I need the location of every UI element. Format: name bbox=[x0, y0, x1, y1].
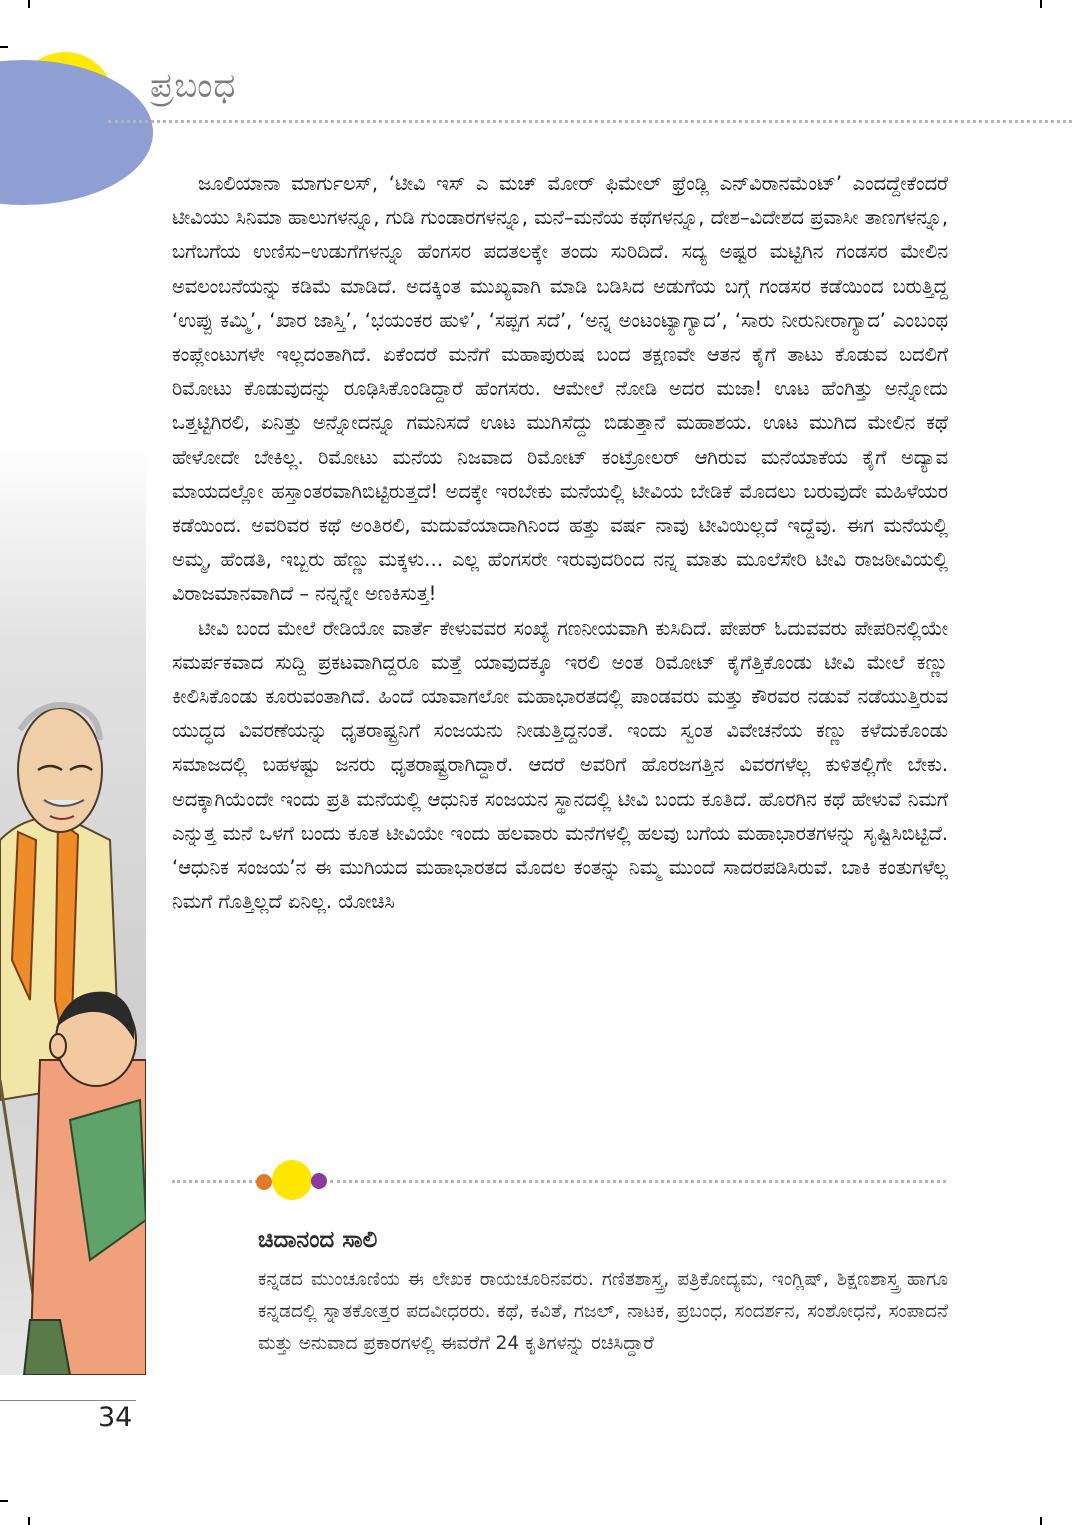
author-bio: ಕನ್ನಡದ ಮುಂಚೂಣಿಯ ಈ ಲೇಖಕ ರಾಯಚೂರಿನವರು. ಗಣಿತಶಾಸ್ತ್ರ, ಪತ್ರಿಕೋದ್ಯಮ, ಇಂಗ್ಲಿಷ್, ಶಿಕ್ಷಣಶಾಸ್ತ್ರ ಹಾಗೂ ಕನ್ನಡದಲ್ಲಿ ಸ್ನಾತಕೋತ್ತರ ಪದವೀಧರರು. ಕಥೆ, ಕವಿತೆ, ಗಜಲ್, ನಾಟಕ, ಪ್ರಬಂಧ, ಸಂದರ್ಶನ, ಸಂಶೋಧನೆ, ಸಂಪಾದನೆ ಮತ್ತು ಅನುವಾದ ಪ್ರಕಾರಗಳಲ್ಲಿ ಈವರೆಗೆ 24 ಕೃತಿಗಳನ್ನು ರಚಿಸಿದ್ದಾರೆ bbox=[258, 1269, 948, 1354]
page-number: 34 bbox=[98, 1402, 133, 1433]
orange-dot-decoration bbox=[256, 1174, 272, 1190]
page-number-rule bbox=[0, 1400, 136, 1401]
purple-dot-decoration bbox=[311, 1173, 327, 1189]
crop-mark-left-lower bbox=[0, 1500, 8, 1502]
author-name: ಚಿದಾನಂದ ಸಾಲಿ bbox=[258, 1227, 378, 1253]
crop-mark-bottom-left bbox=[28, 1517, 30, 1525]
crop-mark-top-right bbox=[1040, 0, 1042, 8]
section-title: ಪ್ರಬಂಧ bbox=[150, 66, 237, 106]
illustration-old-man-and-boy bbox=[0, 440, 146, 1375]
divider-dotted-rule-left bbox=[172, 1180, 258, 1183]
yellow-dot-decoration bbox=[272, 1160, 312, 1200]
header-dotted-rule bbox=[108, 120, 1072, 123]
crop-mark-bottom-right bbox=[1040, 1517, 1042, 1525]
essay-paragraph-1: ಜೂಲಿಯಾನಾ ಮಾರ್ಗುಲಸ್, ‘ಟೀವಿ ಇಸ್ ಎ ಮಚ್ ಮೋರ್ ಫಿಮೇಲ್ ಫ್ರೆಂಡ್ಲಿ ಎನ್‌ವಿರಾನಮೆಂಟ್’ ಎಂದದ್ದೇಕೆಂದರೆ ಟೀವಿಯು ಸಿನಿಮಾ ಹಾಲುಗಳನ್ನೂ, ಗುಡಿ ಗುಂಡಾರಗಳನ್ನೂ, ಮನೆ–ಮನೆಯ ಕಥೆಗಳನ್ನೂ, ದೇಶ–ವಿದೇಶದ ಪ್ರವಾಸೀ ತಾಣಗಳನ್ನೂ, ಬಗೆಬಗೆಯ ಉಣಿಸು–ಉಡುಗೆಗಳನ್ನೂ ಹೆಂಗಸರ ಪದತಲಕ್ಕೇ ತಂದು ಸುರಿದಿದೆ. ಸದ್ಯ ಅಷ್ಟರ ಮಟ್ಟಿಗಿನ ಗಂಡಸರ ಮೇಲಿನ ಅವಲಂಬನೆಯನ್ನು ಕಡಿಮೆ ಮಾಡಿದೆ. ಅದಕ್ಕಿಂತ ಮುಖ್ಯವಾಗಿ ಮಾಡಿ ಬಡಿಸಿದ ಅಡುಗೆಯ ಬಗ್ಗೆ ಗಂಡಸರ ಕಡೆಯಿಂದ ಬರುತ್ತಿದ್ದ ‘ಉಪ್ಪು ಕಮ್ಮಿ’, ‘ಖಾರ ಜಾಸ್ತಿ’, ‘ಭಯಂಕರ ಹುಳಿ’, ‘ಸಪ್ಪಗ ಸದೆ’, ‘ಅನ್ನ ಅಂಟಂಟ್ಯಾಗ್ಯಾದ’, ‘ಸಾರು ನೀರುನೀರಾಗ್ಯಾದ’ ಎಂಬಂಥ ಕಂಪ್ಲೇಂಟುಗಳೇ ಇಲ್ಲದಂತಾಗಿದೆ. ಏಕೆಂದರೆ ಮನೆಗೆ ಮಹಾಪುರುಷ ಬಂದ ತಕ್ಷಣವೇ ಆತನ ಕೈಗೆ ತಾಟು ಕೊಡುವ ಬದಲಿಗೆ ರಿಮೋಟು ಕೊಡುವುದನ್ನು ರೂಢಿಸಿಕೊಂಡಿದ್ದಾರೆ ಹೆಂಗಸರು. ಆಮೇಲೆ ನೋಡಿ ಅದರ ಮಜಾ! ಊಟ ಹೆಂಗಿತ್ತು ಅನ್ನೋದು ಒತ್ತಟ್ಟಿಗಿರಲಿ, ಏನಿತ್ತು ಅನ್ನೋದನ್ನೂ ಗಮನಿಸದೆ ಊಟ ಮುಗಿಸೆದ್ದು ಬಿಡುತ್ತಾನೆ ಮಹಾಶಯ. ಊಟ ಮುಗಿದ ಮೇಲಿನ ಕಥೆ ಹೇಳೋದೇ ಬೇಕಿಲ್ಲ. ರಿಮೋಟು ಮನೆಯ ನಿಜವಾದ ರಿಮೋಟ್ ಕಂಟ್ರೋಲರ್ ಆಗಿರುವ ಮನೆಯಾಕೆಯ ಕೈಗೆ ಅದ್ಯಾವ ಮಾಯದಲ್ಲೋ ಹಸ್ತಾಂತರವಾಗಿಬಿಟ್ಟಿರುತ್ತದೆ! ಅದಕ್ಕೇ ಇರಬೇಕು ಮನೆಯಲ್ಲಿ ಟೀವಿಯ ಬೇಡಿಕೆ ಮೊದಲು ಬರುವುದೇ ಮಹಿಳೆಯರ ಕಡೆಯಿಂದ. ಅವರಿವರ ಕಥೆ ಅಂತಿರಲಿ, ಮದುವೆಯಾದಾಗಿನಿಂದ ಹತ್ತು ವರ್ಷ ನಾವು ಟೀವಿಯಿಲ್ಲದೆ ಇದ್ದೆವು. ಈಗ ಮನೆಯಲ್ಲಿ ಅಮ್ಮ, ಹೆಂಡತಿ, ಇಬ್ಬರು ಹೆಣ್ಣು ಮಕ್ಕಳು… ಎಲ್ಲ ಹೆಂಗಸರೇ ಇರುವುದರಿಂದ ನನ್ನ ಮಾತು ಮೂಲೆಸೇರಿ ಟೀವಿ ರಾಜಠೀವಿಯಲ್ಲಿ ವಿರಾಜಮಾನವಾಗಿದೆ – ನನ್ನನ್ನೇ ಅಣಕಿಸುತ್ತ! bbox=[172, 172, 948, 606]
crop-mark-top-left bbox=[28, 0, 30, 8]
blue-circle-decoration bbox=[0, 60, 153, 205]
essay-body bbox=[172, 167, 948, 919]
divider-dotted-rule-right bbox=[330, 1180, 946, 1183]
essay-paragraph-2: ಟೀವಿ ಬಂದ ಮೇಲೆ ರೇಡಿಯೋ ವಾರ್ತೆ ಕೇಳುವವರ ಸಂಖ್ಯೆ ಗಣನೀಯವಾಗಿ ಕುಸಿದಿದೆ. ಪೇಪರ್ ಓದುವವರು ಪೇಪರಿನಲ್ಲಿಯೇ ಸಮರ್ಪಕವಾದ ಸುದ್ದಿ ಪ್ರಕಟವಾಗಿದ್ದರೂ ಮತ್ತೆ ಯಾವುದಕ್ಕೂ ಇರಲಿ ಅಂತ ರಿಮೋಟ್ ಕೈಗೆತ್ತಿಕೊಂಡು ಟೀವಿ ಮೇಲೆ ಕಣ್ಣು ಕೀಲಿಸಿಕೊಂಡು ಕೂರುವಂತಾಗಿದೆ. ಹಿಂದೆ ಯಾವಾಗಲೋ ಮಹಾಭಾರತದಲ್ಲಿ ಪಾಂಡವರು ಮತ್ತು ಕೌರವರ ನಡುವೆ ನಡೆಯುತ್ತಿರುವ ಯುದ್ಧದ ವಿವರಣೆಯನ್ನು ಧೃತರಾಷ್ಟ್ರನಿಗೆ ಸಂಜಯನು ನೀಡುತ್ತಿದ್ದನಂತೆ. ಇಂದು ಸ್ವಂತ ವಿವೇಚನೆಯ ಕಣ್ಣು ಕಳೆದುಕೊಂಡು ಸಮಾಜದಲ್ಲಿ ಬಹಳಷ್ಟು ಜನರು ಧೃತರಾಷ್ಟ್ರರಾಗಿದ್ದಾರೆ. ಆದರೆ ಅವರಿಗೆ ಹೊರಜಗತ್ತಿನ ವಿವರಗಳೆಲ್ಲ ಕುಳಿತಲ್ಲಿಗೇ ಬೇಕು. ಅದಕ್ಕಾಗಿಯೆಂದೇ ಇಂದು ಪ್ರತಿ ಮನೆಯಲ್ಲಿ ಆಧುನಿಕ ಸಂಜಯನ ಸ್ಥಾನದಲ್ಲಿ ಟೀವಿ ಬಂದು ಕೂತಿದೆ. ಹೊರಗಿನ ಕಥೆ ಹೇಳುವೆ ನಿಮಗೆ ಎನ್ನುತ್ತ ಮನೆ ಒಳಗೆ ಬಂದು ಕೂತ ಟೀವಿಯೇ ಇಂದು ಹಲವಾರು ಮನೆಗಳಲ್ಲಿ ಹಲವು ಬಗೆಯ ಮಹಾಭಾರತಗಳನ್ನು ಸೃಷ್ಟಿಸಿಬಿಟ್ಟಿದೆ. ‘ಆಧುನಿಕ ಸಂಜಯ’ನ ಈ ಮುಗಿಯದ ಮಹಾಭಾರತದ ಮೊದಲ ಕಂತನ್ನು ನಿಮ್ಮ ಮುಂದೆ ಸಾದರಪಡಿಸಿರುವೆ. ಬಾಕಿ ಕಂತುಗಳೆಲ್ಲ ನಿಮಗೆ ಗೊತ್ತಿಲ್ಲದೆ ಏನಿಲ್ಲ. ಯೋಚಿಸಿ bbox=[172, 616, 948, 914]
crop-mark-left-upper bbox=[0, 46, 8, 48]
